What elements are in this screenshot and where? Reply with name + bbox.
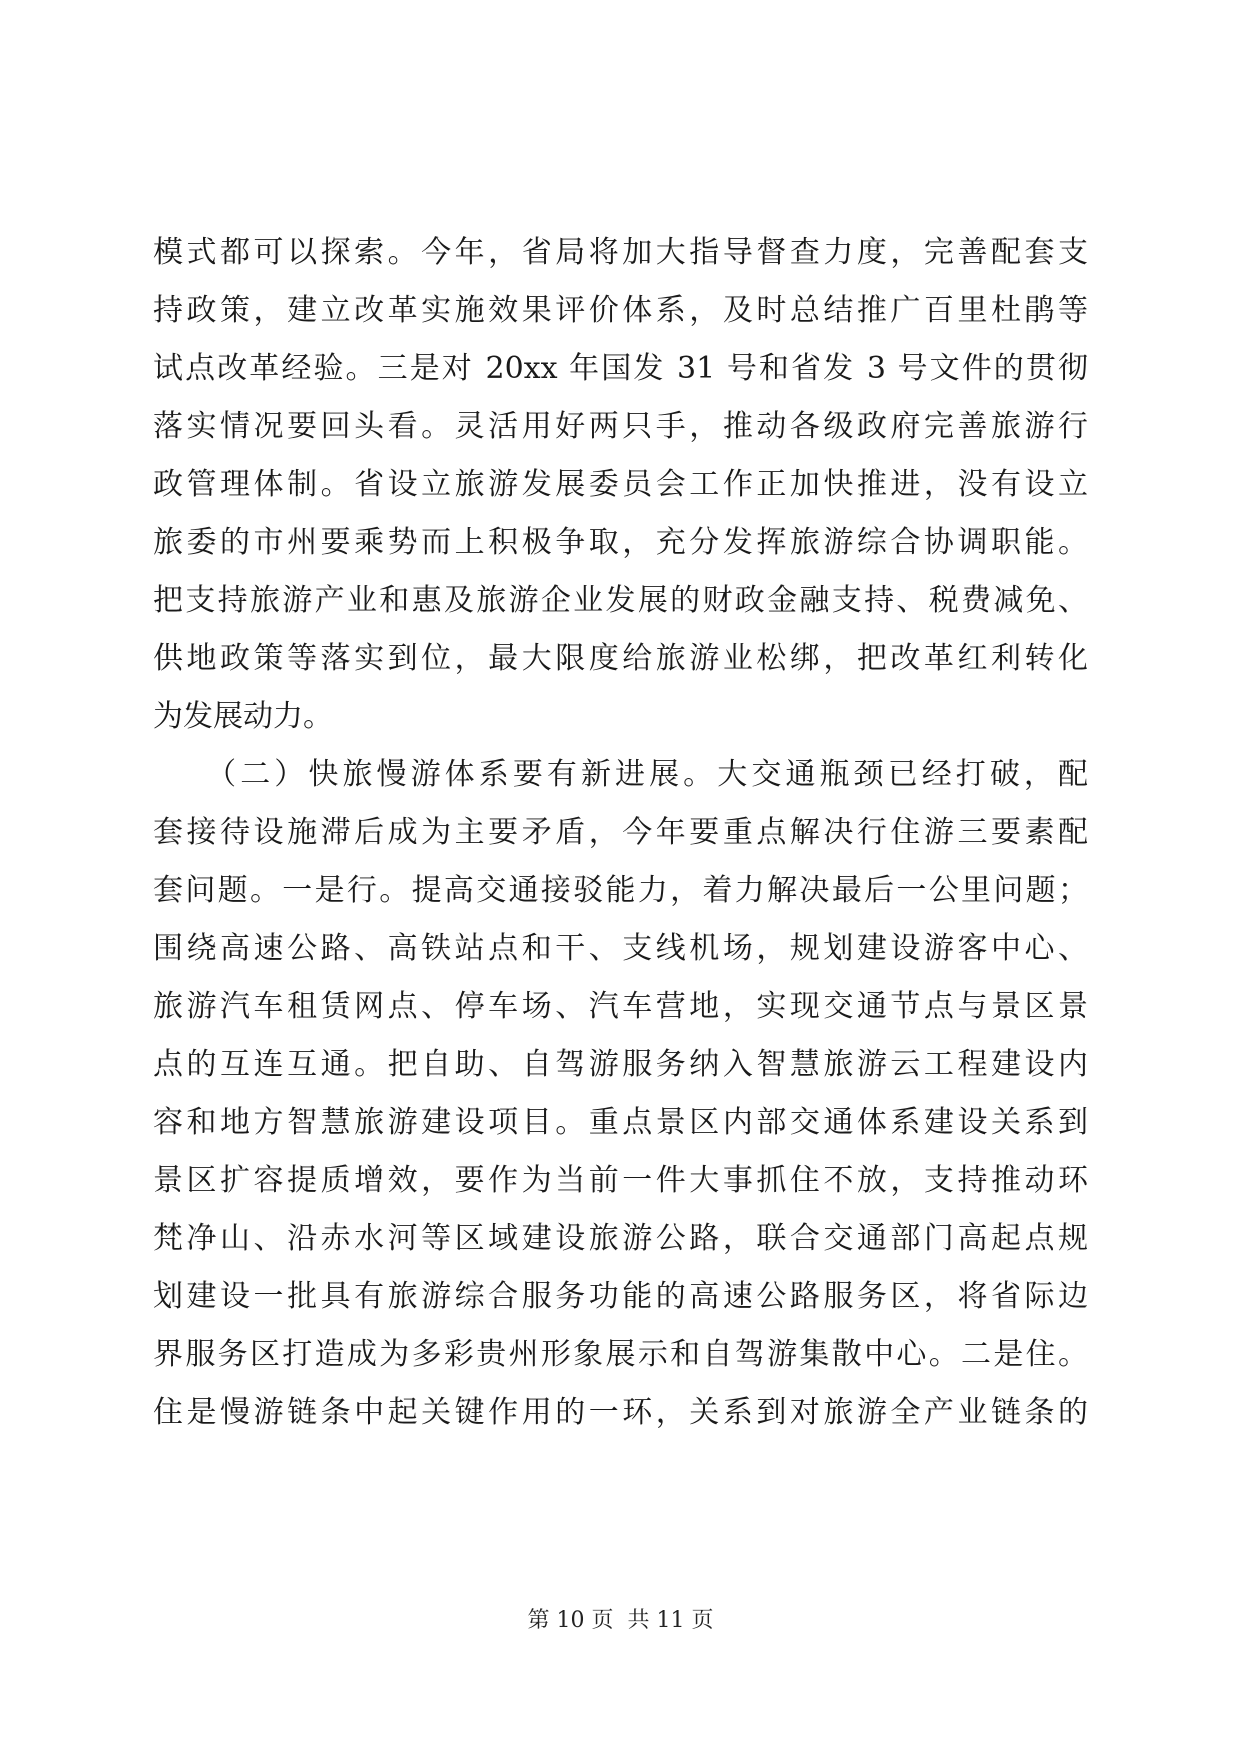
text-line: 模式都可以探索。今年，省局将加大指导督查力度，完善配套支 [153, 235, 1088, 270]
text-line: 落实情况要回头看。灵活用好两只手，推动各级政府完善旅游行 [153, 409, 1088, 444]
text-line: 政管理体制。省设立旅游发展委员会工作正加快推进，没有设立 [153, 467, 1088, 502]
text-line: 供地政策等落实到位，最大限度给旅游业松绑，把改革红利转化 [153, 641, 1088, 676]
total-pages: 共 11 页 [627, 1608, 714, 1633]
text-line: 界服务区打造成为多彩贵州形象展示和自驾游集散中心。二是住。 [153, 1337, 1088, 1372]
text-line: 旅游汽车租赁网点、停车场、汽车营地，实现交通节点与景区景 [153, 989, 1088, 1024]
text-line: 旅委的市州要乘势而上积极争取，充分发挥旅游综合协调职能。 [153, 525, 1088, 560]
text-line: 围绕高速公路、高铁站点和干、支线机场，规划建设游客中心、 [153, 931, 1088, 966]
text-line: 试点改革经验。三是对 20xx 年国发 31 号和省发 3 号文件的贯彻 [153, 351, 1088, 386]
page-number: 第 10 页 [527, 1608, 614, 1633]
text-line: 划建设一批具有旅游综合服务功能的高速公路服务区，将省际边 [153, 1279, 1088, 1314]
text-line: 住是慢游链条中起关键作用的一环，关系到对旅游全产业链条的 [153, 1395, 1088, 1430]
text-line: 容和地方智慧旅游建设项目。重点景区内部交通体系建设关系到 [153, 1105, 1088, 1140]
text-line: 点的互连互通。把自助、自驾游服务纳入智慧旅游云工程建设内 [153, 1047, 1088, 1082]
text-line: 套问题。一是行。提高交通接驳能力，着力解决最后一公里问题； [153, 873, 1088, 908]
text-line: 为发展动力。 [153, 699, 333, 734]
text-line: 景区扩容提质增效，要作为当前一件大事抓住不放，支持推动环 [153, 1163, 1088, 1198]
text-line: 持政策，建立改革实施效果评价体系，及时总结推广百里杜鹃等 [153, 293, 1088, 328]
body-text [153, 224, 1088, 1442]
text-line: 梵净山、沿赤水河等区域建设旅游公路，联合交通部门高起点规 [153, 1221, 1088, 1256]
text-line: （二）快旅慢游体系要有新进展。大交通瓶颈已经打破，配 [153, 757, 1088, 792]
page-footer [0, 1606, 1241, 1636]
text-line: 套接待设施滞后成为主要矛盾，今年要重点解决行住游三要素配 [153, 815, 1088, 850]
text-line: 把支持旅游产业和惠及旅游企业发展的财政金融支持、税费减免、 [153, 583, 1088, 618]
